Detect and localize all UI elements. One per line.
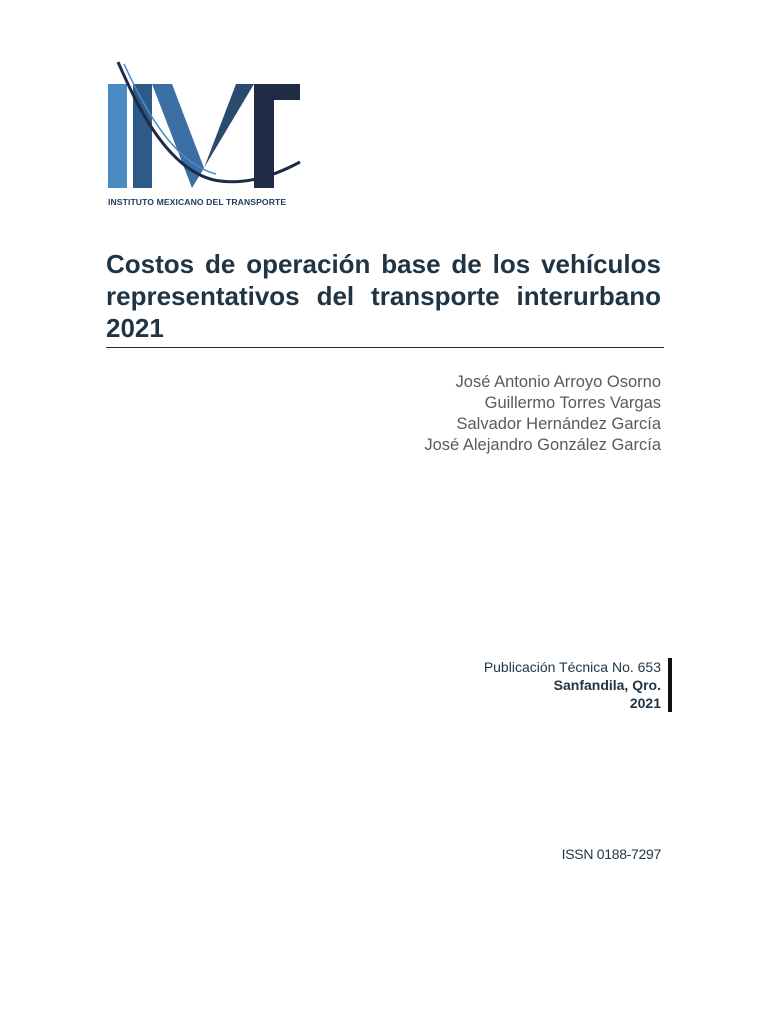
- imt-logo: [104, 58, 309, 210]
- issn-number: ISSN 0188-7297: [561, 846, 661, 862]
- imt-logo-icon: [104, 58, 309, 210]
- title-divider: [106, 347, 664, 348]
- author-list: [424, 372, 661, 456]
- document-title: Costos de operación base de los vehículos representativos del transporte interurbano 2021: [106, 249, 661, 343]
- author-name: José Alejandro González García: [424, 436, 661, 454]
- publication-accent-bar: [668, 658, 672, 712]
- author-name: Guillermo Torres Vargas: [484, 394, 661, 412]
- author-name: Salvador Hernández García: [456, 415, 661, 433]
- logo-caption: INSTITUTO MEXICANO DEL TRANSPORTE: [108, 197, 287, 207]
- publication-year: 2021: [629, 695, 661, 711]
- publication-info: [484, 658, 661, 712]
- publication-number: Publicación Técnica No. 653: [483, 659, 661, 675]
- author-name: José Antonio Arroyo Osorno: [455, 373, 661, 391]
- publication-place: Sanfandila, Qro.: [553, 677, 661, 693]
